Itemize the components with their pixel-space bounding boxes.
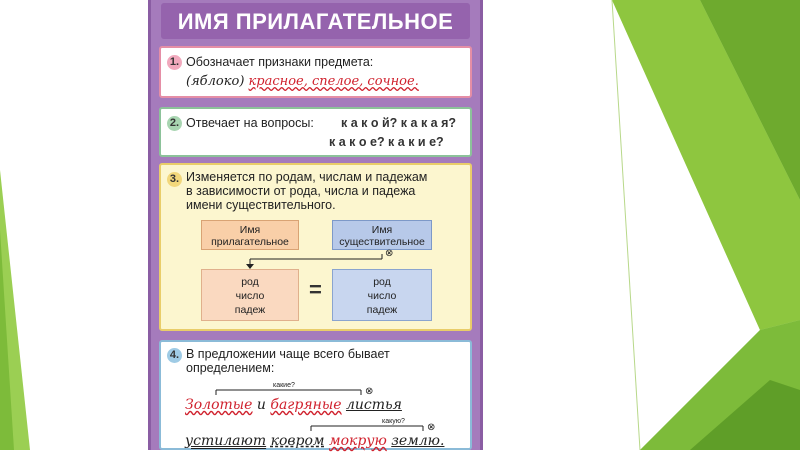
sentence-2 [185, 433, 444, 449]
box-noun-line-2: существительное [339, 236, 425, 248]
feature-gender-left: род [241, 276, 259, 288]
paren-open: ( [186, 74, 192, 89]
s1-word-4: листья [345, 397, 402, 413]
question-label-1: какие? [273, 382, 295, 389]
card-4 [159, 340, 472, 450]
feature-case-left: падеж [234, 304, 266, 316]
box-adjective-features [201, 269, 299, 321]
s2-word-2: ковром [270, 433, 325, 449]
s1-word-1: Золотые [185, 397, 253, 413]
s2-word-4: землю. [391, 433, 445, 449]
box-noun-features [332, 269, 432, 321]
card-1-number: 1. [167, 55, 182, 70]
s2-word-1: устилают [185, 433, 267, 449]
noun-marker-icon: ⊗ [385, 248, 394, 259]
card-4-number: 4. [167, 348, 182, 363]
s1-word-2: и [256, 397, 266, 413]
card-2-number: 2. [167, 116, 182, 131]
s1-noun-marker-icon: ⊗ [365, 386, 374, 397]
poster-title: ИМЯ ПРИЛАГАТЕЛЬНОЕ [161, 3, 470, 39]
box-adjective-line-2: прилагательное [211, 236, 289, 248]
question-label-2: какую? [382, 418, 405, 425]
adjective-poster [148, 0, 483, 450]
card-1-example [186, 74, 419, 89]
feature-case-right: падеж [366, 304, 398, 316]
right-thin-line [612, 0, 640, 450]
example-noun: яблоко [191, 74, 240, 89]
card-1 [159, 46, 472, 98]
box-noun-line-1: Имя [371, 224, 393, 236]
card-3-line-2: в зависимости от рода, числа и падежа [186, 184, 416, 198]
s1-word-3: багряные [270, 397, 342, 413]
card-4-line-2: определением: [186, 361, 275, 375]
feature-gender-right: род [373, 276, 391, 288]
card-3-number: 3. [167, 172, 182, 187]
card-2-questions-1: к а к о й? к а к а я? [341, 116, 457, 130]
example-adjectives: красное, спелое, сочное. [248, 74, 419, 89]
feature-number-left: число [235, 290, 265, 302]
card-3 [159, 163, 472, 331]
card-3-line-3: имени существительного. [186, 198, 336, 212]
card-2-questions-2: к а к о е? к а к и е? [329, 135, 444, 149]
card-3-line-1: Изменяется по родам, числам и падежам [186, 170, 428, 184]
card-2-text: Отвечает на вопросы: [186, 116, 314, 130]
s2-word-3: мокрую [328, 433, 387, 449]
s2-noun-marker-icon: ⊗ [427, 422, 436, 433]
box-adjective-line-1: Имя [239, 224, 261, 236]
card-1-text: Обозначает признаки предмета: [186, 55, 374, 69]
card-2 [159, 107, 472, 157]
equals-sign: = [309, 277, 322, 302]
card-4-line-1: В предложении чаще всего бывает [186, 347, 390, 361]
paren-close: ) [239, 74, 245, 89]
sentence-1 [185, 397, 402, 413]
feature-number-right: число [367, 290, 397, 302]
